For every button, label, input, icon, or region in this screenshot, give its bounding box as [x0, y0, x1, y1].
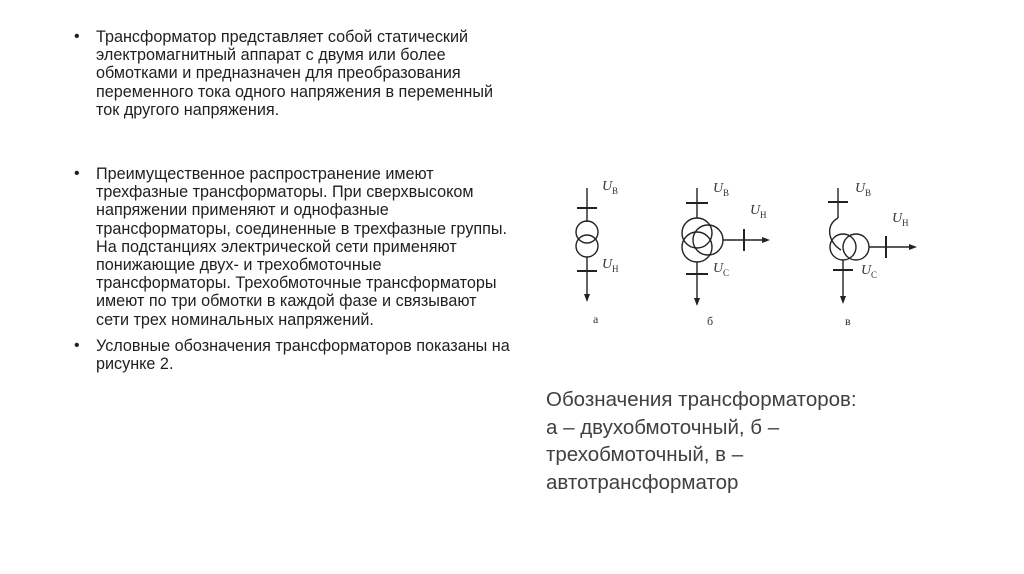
label-c-u-high: U — [855, 181, 866, 196]
symbol-b-winding-2 — [693, 225, 723, 255]
label-c-u-mid: U — [892, 211, 903, 226]
bullet-glyph: • — [74, 28, 80, 45]
label-c-u-third-sub: С — [871, 270, 878, 280]
bullet-glyph: • — [74, 165, 80, 183]
symbol-b-winding-3 — [682, 232, 712, 262]
symbol-c-side-arrow — [909, 244, 917, 250]
label-a-letter: а — [593, 312, 599, 326]
bullet-glyph: • — [74, 336, 80, 354]
label-c-u-high-sub: В — [865, 188, 872, 198]
bullet-text-symbols: Условные обозначения трансформаторов показаны на рисунке 2. — [96, 336, 510, 374]
label-b-u-high-sub: В — [723, 188, 730, 198]
symbol-b-arrow — [694, 298, 700, 306]
figure-caption: Обозначения трансформаторов: а – двухобмоточный, б – трехобмоточный, в – автотрансформатор — [546, 388, 857, 494]
bullet-item-distribution — [74, 165, 514, 329]
symbol-b-winding-1 — [682, 218, 712, 248]
label-b-u-high: U — [713, 181, 724, 196]
label-a-u-high: U — [602, 179, 613, 194]
label-a-u-low: U — [602, 257, 613, 272]
symbol-a-arrow — [584, 294, 590, 302]
symbol-a-winding-low — [576, 235, 598, 257]
bullet-item-symbols — [74, 337, 514, 373]
symbol-a-winding-high — [576, 221, 598, 243]
label-a-u-high-sub: В — [612, 186, 619, 196]
label-b-u-third: U — [713, 261, 724, 276]
label-c-u-mid-sub: Н — [902, 218, 909, 228]
symbol-b-side-arrow — [762, 237, 770, 243]
label-c-u-third: U — [861, 263, 872, 278]
transformer-symbols-diagram — [545, 170, 945, 340]
label-a-u-low-sub: Н — [612, 264, 619, 274]
bullet-text-definition: Трансформатор представляет собой статический электромагнитный аппарат с двумя или более обмотками и предназначен для преобразования переменного тока одного напряжения в переменный ток другого напряжения. — [96, 28, 494, 119]
bullet-item-definition — [74, 28, 514, 119]
label-b-letter: б — [707, 314, 714, 328]
label-b-u-mid-sub: Н — [760, 210, 767, 220]
bullet-list — [74, 28, 514, 373]
label-b-u-third-sub: С — [723, 268, 730, 278]
symbol-a-two-winding — [576, 188, 598, 302]
label-b-u-mid: U — [750, 203, 761, 218]
symbol-c-arrow — [840, 296, 846, 304]
symbol-c-autotransformer — [828, 188, 917, 304]
label-c-letter: в — [845, 314, 851, 328]
bullet-text-distribution: Преимущественное распространение имеют трехфазные трансформаторы. При сверхвысоком напряжении применяют и однофазные трансформаторы, соединенные в трехфазные группы. На подстанциях электрической сети применяют понижающие двух- и трехобмоточные трансформаторы. Трехобмоточные трансформаторы имеют по три обмотки в каждой фазе и связывают сети трех номинальных напряжений. — [96, 165, 507, 329]
